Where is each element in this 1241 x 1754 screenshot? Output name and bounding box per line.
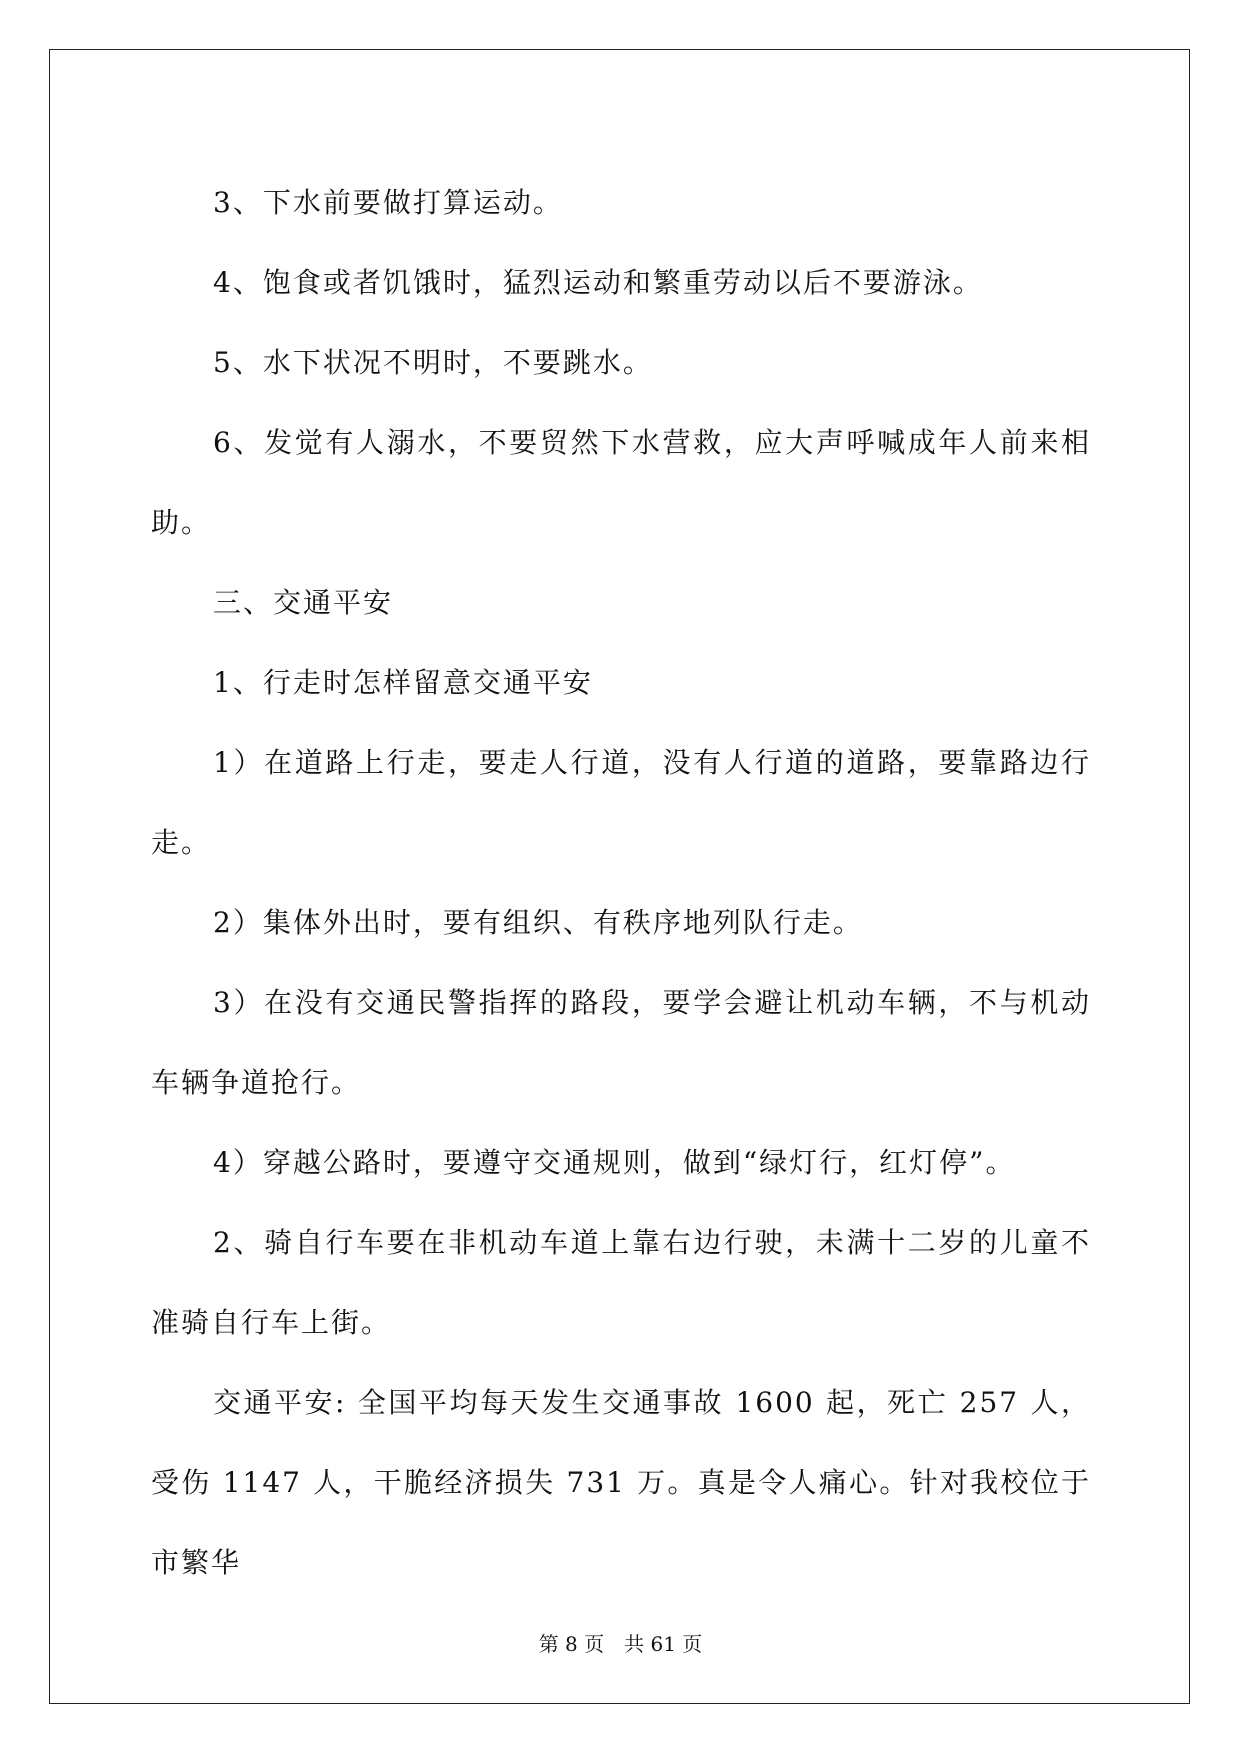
paragraph-4: 6、发觉有人溺水，不要贸然下水营救，应大声呼喊成年人前来相助。 <box>151 426 1091 539</box>
paragraph-3: 5、水下状况不明时，不要跳水。 <box>213 346 653 379</box>
paragraph-11: 2、骑自行车要在非机动车道上靠右边行驶，未满十二岁的儿童不准骑自行车上街。 <box>151 1226 1091 1339</box>
section-heading-traffic: 三、交通平安 <box>213 586 394 619</box>
paragraph-6: 1、行走时怎样留意交通平安 <box>213 666 593 699</box>
page-footer: 第 8 页 共 61 页 <box>538 1632 703 1656</box>
paragraph-9: 3）在没有交通民警指挥的路段，要学会避让机动车辆，不与机动车辆争道抢行。 <box>151 986 1091 1099</box>
paragraph-10: 4）穿越公路时，要遵守交通规则，做到“绿灯行，红灯停”。 <box>213 1146 1016 1179</box>
paragraph-2: 4、饱食或者饥饿时，猛烈运动和繁重劳动以后不要游泳。 <box>213 266 983 299</box>
paragraph-8: 2）集体外出时，要有组织、有秩序地列队行走。 <box>213 906 863 939</box>
document-body <box>151 163 1091 1603</box>
paragraph-1: 3、下水前要做打算运动。 <box>213 186 563 219</box>
paragraph-12: 交通平安: 全国平均每天发生交通事故 1600 起，死亡 257 人，受伤 1147 人，干脆经济损失 731 万。真是令人痛心。针对我校位于市繁华 <box>151 1386 1091 1579</box>
paragraph-7: 1）在道路上行走，要走人行道，没有人行道的道路，要靠路边行走。 <box>151 746 1091 859</box>
